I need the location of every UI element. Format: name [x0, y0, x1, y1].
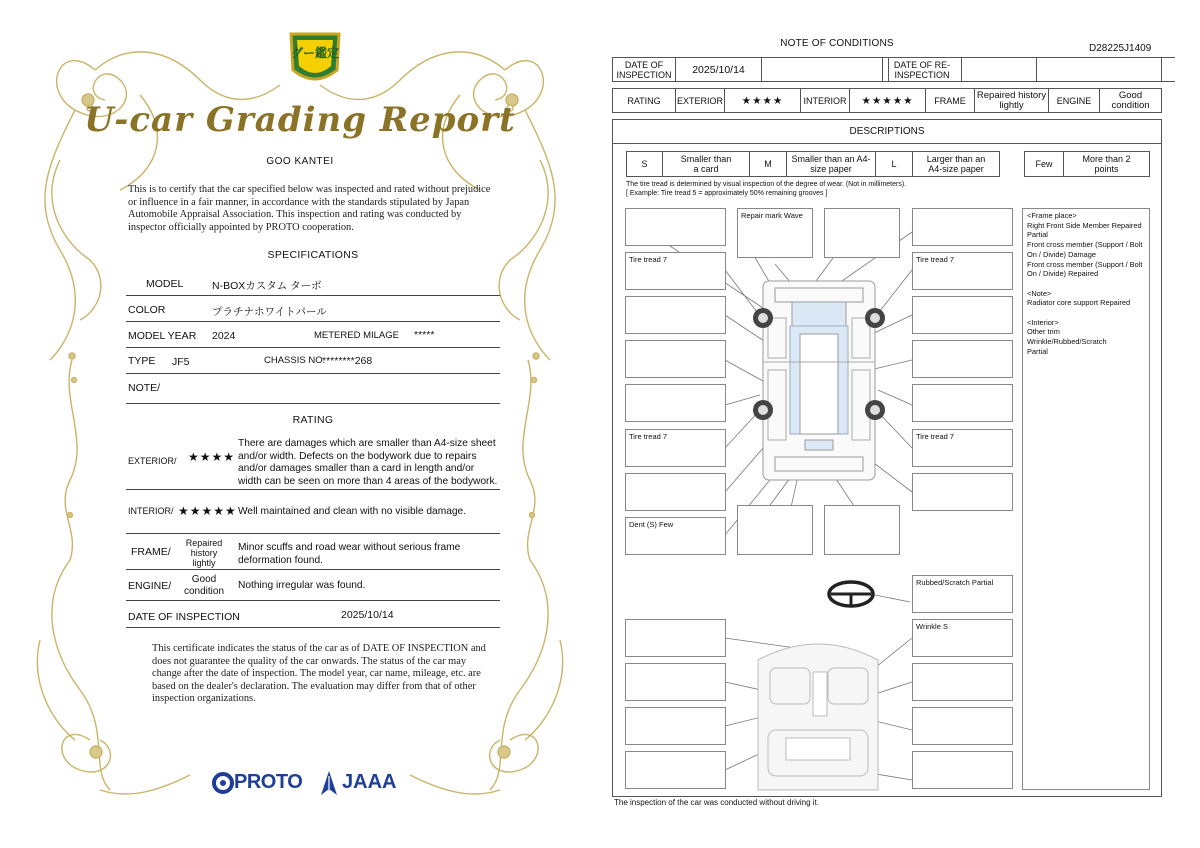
remark-line: Front cross member (Support / Bolt On / Divide) Repaired — [1027, 259, 1143, 279]
rating-heading: RATING — [292, 414, 334, 426]
rating-row-exterior — [126, 434, 500, 490]
car-top-view-icon — [753, 281, 885, 480]
chassis-label: CHASSIS NO. — [264, 355, 326, 366]
condition-box — [912, 751, 1013, 789]
rating-label: RATING — [612, 88, 676, 113]
condition-box — [912, 473, 1013, 511]
legend-s-code: S — [626, 151, 663, 177]
date-of-reinspection-label: DATE OF RE-INSPECTION — [882, 57, 962, 82]
condition-box — [625, 663, 726, 701]
model-year-label: MODEL YEAR — [128, 330, 197, 342]
condition-box-seat — [912, 619, 1013, 657]
type-value: JF5 — [172, 356, 190, 368]
exterior-label: EXTERIOR/ — [128, 456, 177, 466]
tire-rear-right-label: Tire tread 7 — [916, 432, 955, 441]
condition-box-tire-front-right — [912, 252, 1013, 290]
condition-box — [912, 663, 1013, 701]
legend-m-text: Smaller than an A4-size paper — [786, 151, 876, 177]
certification-statement: This is to certify that the car specified below was inspected and rated without prejudice or influence in a fair manner, in accordance with the standards stipulated by Japan Automobile Appraisal Association. This inspection and rating was conducted by inspector officially appointed by PROTO cooperation. — [128, 184, 491, 233]
document-id: D28225J1409 — [1089, 43, 1152, 54]
model-value: N-BOXカスタム ターボ — [212, 280, 322, 292]
rating-row-engine — [126, 570, 500, 601]
date-of-inspection-value: 2025/10/14 — [341, 609, 394, 621]
exterior-stars: ★★★★ — [188, 450, 236, 464]
condition-box — [625, 473, 726, 511]
repair-mark-label: Repair mark Wave — [741, 211, 803, 220]
condition-box — [625, 340, 726, 378]
condition-box — [824, 208, 900, 258]
color-label: COLOR — [128, 304, 166, 316]
date-of-inspection-label: DATE OF INSPECTION — [128, 611, 240, 623]
note-title: NOTE OF CONDITIONS — [780, 38, 894, 49]
remarks-panel — [1022, 208, 1150, 790]
exterior-stars: ★★★★ — [724, 88, 801, 113]
remark-line: Wrinkle/Rubbed/Scratch — [1027, 337, 1107, 347]
condition-box — [912, 707, 1013, 745]
condition-box-tire-rear-left — [625, 429, 726, 467]
tire-front-left-label: Tire tread 7 — [629, 255, 668, 264]
frame-label: FRAME/ — [131, 546, 171, 558]
metered-milage-label: METERED MILAGE — [314, 330, 399, 341]
jaaa-logo-icon — [320, 770, 338, 796]
certificate-disclaimer: This certificate indicates the status of the car as of DATE OF INSPECTION and does not guarantee the quality of the car onwards. The status of the car may change after the date of inspection. The model year, car name, mileage, etc. are based on the dealer's declaration. The evaluation may differ from that of other inspection organizations. — [152, 643, 486, 705]
remark-line: <Note> — [1027, 288, 1052, 298]
spec-row-note — [126, 374, 500, 404]
car-interior-view-icon — [758, 644, 878, 790]
goo-kantei-badge-icon — [287, 30, 343, 92]
engine-value: Good condition — [183, 574, 225, 597]
interior-label: INTERIOR/ — [128, 506, 174, 516]
metered-milage-value: ***** — [414, 329, 435, 341]
tire-tread-note-line-1: The tire tread is determined by visual inspection of the degree of wear. (Not in millimeters). — [626, 181, 907, 188]
interior-stars: ★★★★★ — [849, 88, 926, 113]
remark-line — [1027, 308, 1145, 318]
type-label: TYPE — [128, 355, 156, 367]
frame-value: Repaired history lightly — [185, 538, 223, 568]
engine-label: ENGINE — [1048, 88, 1100, 113]
frame-value: Repaired history lightly — [974, 88, 1049, 113]
organization-name: GOO KANTEI — [266, 156, 334, 167]
condition-box — [625, 296, 726, 334]
interior-description: Well maintained and clean with no visible damage. — [238, 506, 467, 517]
legend-m-code: M — [749, 151, 787, 177]
model-year-value: 2024 — [212, 330, 236, 342]
note-label: NOTE/ — [128, 382, 161, 394]
rating-row-frame — [126, 534, 500, 570]
remark-line: <Frame place> — [1027, 211, 1077, 220]
specifications-heading: SPECIFICATIONS — [267, 249, 359, 261]
condition-box — [912, 296, 1013, 334]
tire-tread-note-line-2: [ Example: Tire tread 5 = approximately 50% remaining grooves ] — [626, 190, 828, 197]
badge-text: グー鑑定 — [290, 46, 340, 60]
condition-box-steering — [912, 575, 1013, 613]
remark-line: Partial — [1027, 346, 1048, 356]
condition-box — [625, 619, 726, 657]
legend-few-code: Few — [1024, 151, 1064, 177]
dent-label: Dent (S) Few — [629, 520, 674, 529]
proto-logo-icon — [212, 772, 234, 794]
legend-l-text: Larger than an A4-size paper — [912, 151, 1000, 177]
spec-row-model — [126, 270, 500, 296]
steering-condition-label: Rubbed/Scratch Partial — [916, 578, 994, 587]
interior-label: INTERIOR — [800, 88, 850, 113]
spec-row-type — [126, 348, 500, 374]
condition-box-tire-front-left — [625, 252, 726, 290]
condition-box-repair-mark — [737, 208, 813, 258]
report-title: U-car Grading Report — [84, 100, 516, 140]
rating-row-interior — [126, 490, 500, 534]
condition-box — [625, 751, 726, 789]
date-of-inspection-value: 2025/10/14 — [675, 57, 762, 82]
engine-description: Nothing irregular was found. — [238, 580, 366, 591]
legend-few-text: More than 2 points — [1063, 151, 1150, 177]
condition-box — [625, 384, 726, 422]
legend-l-code: L — [875, 151, 913, 177]
proto-logo: PROTO — [234, 771, 303, 793]
condition-box — [912, 208, 1013, 246]
condition-box — [625, 208, 726, 246]
spec-row-model-year — [126, 322, 500, 348]
condition-box — [625, 707, 726, 745]
steering-wheel-icon — [829, 582, 873, 606]
tire-front-right-label: Tire tread 7 — [916, 255, 955, 264]
condition-box — [912, 340, 1013, 378]
exterior-description: There are damages which are smaller than A4-size sheet and/or width. Defects on the bodywork due to repairs and/or damages smaller than a card in length and/or width can be seen on more than 4 areas of the bodywork. — [238, 438, 498, 487]
condition-box — [737, 505, 813, 555]
chassis-value: ********268 — [322, 355, 373, 367]
color-value: プラチナホワイトパール — [212, 306, 327, 318]
spec-row-color — [126, 296, 500, 322]
remark-line: Radiator core support Repaired — [1027, 298, 1131, 308]
interior-stars: ★★★★★ — [178, 504, 237, 518]
descriptions-heading: DESCRIPTIONS — [612, 119, 1162, 144]
frame-label: FRAME — [925, 88, 975, 113]
jaaa-logo: JAAA — [342, 771, 397, 793]
remark-line: Other trim — [1027, 327, 1060, 337]
rating-row-date — [126, 601, 500, 628]
condition-box — [912, 384, 1013, 422]
date-of-inspection-label: DATE OF INSPECTION — [612, 57, 676, 82]
seat-condition-label: Wrinkle S — [916, 622, 948, 631]
remark-line: <Interior> — [1027, 317, 1059, 327]
condition-box-tire-rear-right — [912, 429, 1013, 467]
remark-line — [1027, 279, 1145, 289]
tire-rear-left-label: Tire tread 7 — [629, 432, 668, 441]
remark-line: Right Front Side Member Repaired Partial — [1027, 220, 1142, 240]
engine-label: ENGINE/ — [128, 580, 172, 592]
remark-line: Front cross member (Support / Bolt On / Divide) Damage — [1027, 240, 1143, 259]
inspection-note: The inspection of the car was conducted without driving it. — [614, 798, 819, 807]
note-of-conditions — [600, 0, 1200, 848]
condition-box — [824, 505, 900, 555]
engine-value: Good condition — [1099, 88, 1162, 113]
legend-s-text: Smaller than a card — [662, 151, 750, 177]
exterior-label: EXTERIOR — [675, 88, 725, 113]
model-label: MODEL — [146, 278, 184, 290]
condition-box-dent — [625, 517, 726, 555]
frame-description: Minor scuffs and road wear without serious frame deformation found. — [238, 542, 461, 566]
